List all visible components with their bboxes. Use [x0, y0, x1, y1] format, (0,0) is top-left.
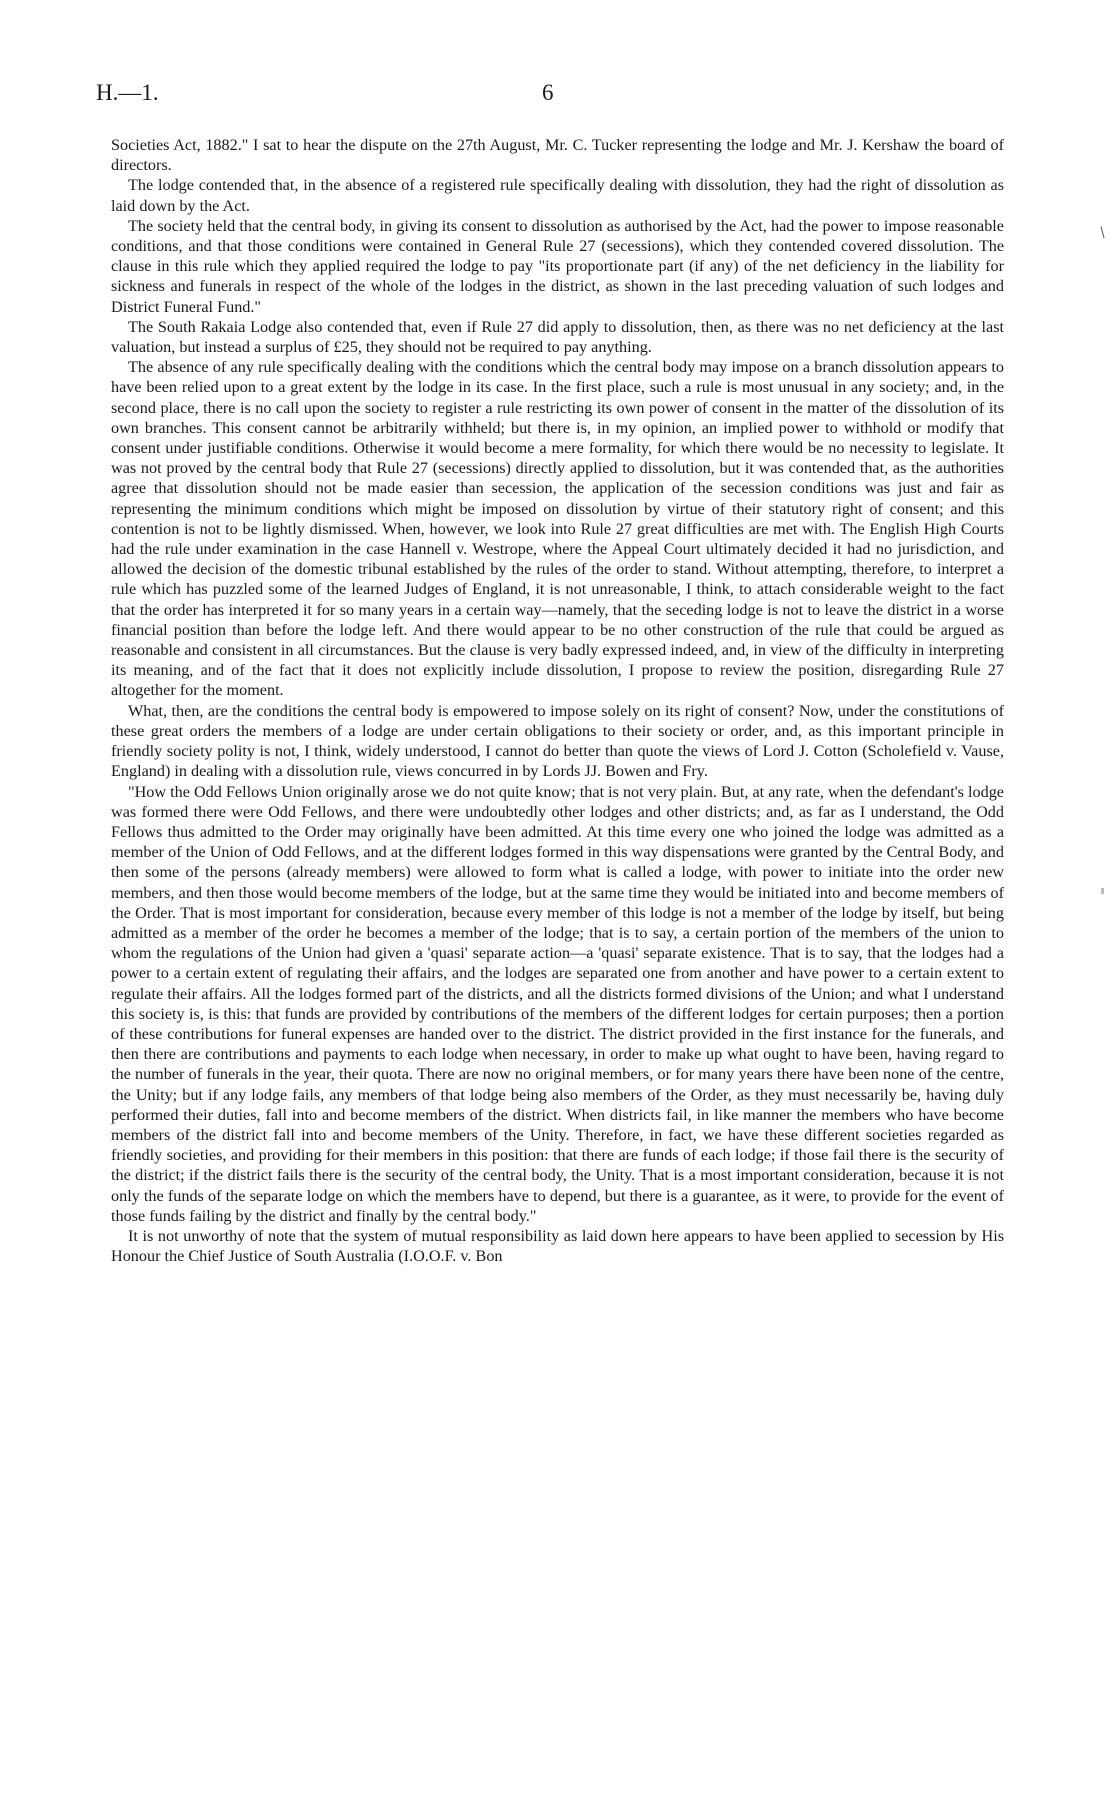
margin-mark	[1101, 226, 1108, 239]
page-header	[96, 80, 1010, 110]
document-reference: H.—1.	[96, 80, 159, 105]
paragraph-3: The society held that the central body, in giving its consent to dissolution as authorised by the Act, had the power to impose reasonable conditions, and that those conditions were contained in General Rule 27 (secessions), which they contended covered dissolution. The clause in this rule which they applied required the lodge to pay "its proportionate part (if any) of the net deficiency in the liability for sickness and funerals in respect of the whole of the lodges in the district, as shown in the last preceding valuation of such lodges and District Funeral Fund."	[111, 216, 1004, 316]
margin-mark	[1101, 888, 1104, 894]
body-text	[111, 135, 1004, 1266]
quotation-paragraph: "How the Odd Fellows Union originally arose we do not quite know; that is not very plain. But, at any rate, when the defendant's lodge was formed there were Odd Fellows, and there were undoubtedly other lodges and other districts; and, as far as I understand, the Odd Fellows thus admitted to the Order may originally have been admitted. At this time every one who joined the lodge was admitted as a member of the Union of Odd Fellows, and at the different lodges formed in this way dispensations were granted by the Central Body, and then some of the persons (already members) were allowed to form what is called a lodge, with power to initiate into the order new members, and then those would become members of the lodge, but at the same time they would be initiated into and become members of the Order. That is most important for consideration, because every member of this lodge is not a member of the lodge by itself, but being admitted as a member of the order he becomes a member of the lodge; that is to say, a certain portion of the members of the union to whom the regulations of the Union had given a 'quasi' separate action—a 'quasi' separate existence. That is to say, that the lodges had a power to a certain extent of regulating their affairs, and the lodges are separated one from another and have power to a certain extent to regulate their affairs. All the lodges formed part of the districts, and all the districts formed divisions of the Union; and what I understand this society is, is this: that funds are provided by contributions of the members of the different lodges for certain purposes; then a portion of these contributions for funeral expenses are handed over to the district. The district provided in the first instance for the funerals, and then there are contributions and payments to each lodge when necessary, in order to make up what ought to have been, having regard to the number of funerals in the year, their quota. There are now no original members, or for many years there have been none of the centre, the Unity; but if any lodge fails, any members of that lodge being also members of the Order, as they must necessarily be, having duly performed their duties, fall into and become members of the district. When districts fail, in like manner the members who have become members of the district fall into and become members of the Unity. Therefore, in fact, we have these different societies regarded as friendly societies, and providing for their members in this position: that there are funds of each lodge; if those fail there is the security of the district; if the district fails there is the security of the central body, the Unity. That is a most important consideration, because it is not only the funds of the separate lodge on which the members have to depend, but there is a guarantee, as it were, to provide for the event of those funds failing by the district and finally by the central body."	[111, 782, 1004, 1225]
page-number: 6	[542, 80, 554, 105]
paragraph-5: The absence of any rule specifically dealing with the conditions which the central body may impose on a branch dissolution appears to have been relied upon to a great extent by the lodge in its case. In the first place, such a rule is most unusual in any society; and, in the second place, there is no call upon the society to register a rule restricting its own power of consent in the matter of the dissolution of its own branches. This consent cannot be arbitrarily withheld; but there is, in my opinion, an implied power to withhold or modify that consent under justifiable conditions. Otherwise it would become a mere formality, for which there would be no necessity to legislate. It was not proved by the central body that Rule 27 (secessions) directly applied to dissolution, but it was contended that, as the authorities agree that dissolution should not be made easier than secession, the application of the secession conditions was just and fair as representing the minimum conditions which might be imposed on dissolution by virtue of their statutory right of consent; and this contention is not to be lightly dismissed. When, however, we look into Rule 27 great difficulties are met with. The English High Courts had the rule under examination in the case Hannell v. Westrope, where the Appeal Court ultimately decided it had no jurisdiction, and allowed the decision of the domestic tribunal established by the rules of the order to stand. Without attempting, therefore, to interpret a rule which has puzzled some of the learned Judges of England, it is not unreasonable, I think, to attach considerable weight to the fact that the order has interpreted it for so many years in a certain way—namely, that the seceding lodge is not to leave the district in a worse financial position than before the lodge left. And there would appear to be no other construction of the rule that could be argued as reasonable and consistent in all circumstances. But the clause is very badly expressed indeed, and, in view of the difficulty in interpreting its meaning, and of the fact that it does not explicitly include dissolution, I propose to review the position, disregarding Rule 27 altogether for the moment.	[111, 358, 1004, 700]
paragraph-1: Societies Act, 1882." I sat to hear the dispute on the 27th August, Mr. C. Tucker representing the lodge and Mr. J. Kershaw the board of directors.	[111, 136, 1004, 175]
paragraph-8: It is not unworthy of note that the system of mutual responsibility as laid down here appears to have been applied to secession by His Honour the Chief Justice of South Australia (I.O.O.F. v. Bon	[111, 1226, 1004, 1266]
paragraph-6: What, then, are the conditions the central body is empowered to impose solely on its right of consent? Now, under the constitutions of these great orders the members of a lodge are under certain obligations to their society or order, and, as this important principle in friendly society polity is not, I think, widely understood, I cannot do better than quote the views of Lord J. Cotton (Scholefield v. Vause, England) in dealing with a dissolution rule, views concurred in by Lords JJ. Bowen and Fry.	[111, 701, 1004, 781]
paragraph-2: The lodge contended that, in the absence of a registered rule specifically dealing with dissolution, they had the right of dissolution as laid down by the Act.	[111, 176, 1004, 215]
paragraph-4: The South Rakaia Lodge also contended that, even if Rule 27 did apply to dissolution, then, as there was no net deficiency at the last valuation, but instead a surplus of £25, they should not be required to pay anything.	[111, 317, 1004, 357]
